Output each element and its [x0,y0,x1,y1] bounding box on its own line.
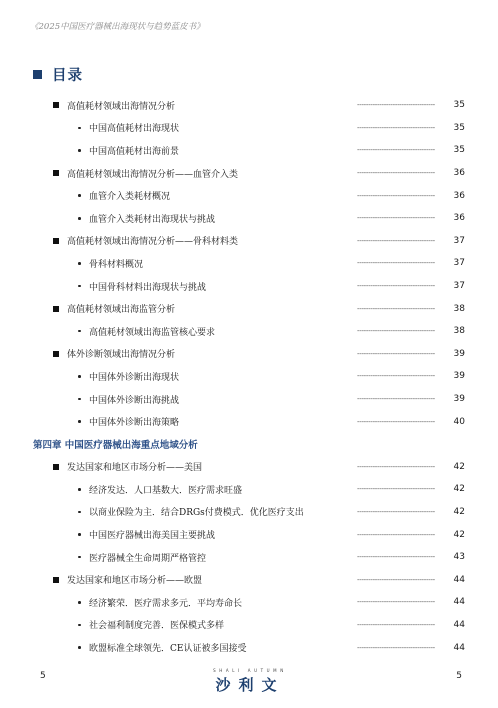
toc-page-number: 36 [453,168,465,179]
toc-entry-row[interactable] [0,568,498,591]
toc-entry-row[interactable] [0,410,498,433]
dot-bullet-icon [78,420,81,423]
dot-bullet-icon [78,556,81,559]
dot-bullet-icon [78,330,81,333]
dot-bullet-icon [78,149,81,152]
toc-entry-row[interactable] [0,636,498,659]
toc-leader: ----------------------------------- [357,620,435,629]
dot-bullet-icon [78,646,81,649]
dot-bullet-icon [78,624,81,627]
dot-bullet-icon [78,194,81,197]
toc-page-number: 35 [453,100,465,111]
page-number-left: 5 [40,671,46,681]
toc-leader: ----------------------------------- [357,372,435,381]
toc-entry-row[interactable] [0,139,498,162]
toc-entry-label: 中国骨科材料出海现状与挑战 [89,282,207,293]
toc-entry-row[interactable] [0,207,498,230]
toc-entry-label: 骨科材料概况 [89,259,144,270]
toc-page-number: 35 [453,145,465,156]
sullivan-logo [190,668,310,695]
toc-leader: ----------------------------------- [357,214,435,223]
toc-entry-label: 高值耗材领域出海情况分析——骨科材料类 [67,237,239,248]
toc-leader: ----------------------------------- [357,282,435,291]
toc-page-number: 42 [453,461,465,472]
toc-entry-label: 经济发达．人口基数大．医疗需求旺盛 [89,485,243,496]
table-of-contents [0,94,498,659]
toc-page-number: 37 [453,258,465,269]
toc-leader: ----------------------------------- [357,462,435,471]
toc-entry-row[interactable] [0,230,498,253]
square-bullet-icon [53,464,59,470]
toc-entry-row[interactable] [0,117,498,140]
toc-page-number: 36 [453,213,465,224]
toc-page-number: 35 [453,122,465,133]
toc-entry-row[interactable] [0,614,498,637]
toc-page-number: 44 [453,597,465,608]
toc-leader: ----------------------------------- [357,575,435,584]
toc-entry-label: 经济繁荣．医疗需求多元．平均寿命长 [89,598,243,609]
toc-entry-label: 中国体外诊断出海策略 [89,418,180,429]
toc-entry-label: 医疗器械全生命周期严格管控 [89,553,207,564]
toc-entry-label: 中国高值耗材出海现状 [89,124,180,135]
toc-page-number: 39 [453,371,465,382]
toc-entry-label: 发达国家和地区市场分析——欧盟 [67,576,203,587]
toc-entry-row[interactable] [0,478,498,501]
logo-english: SHALI AUTUMN [213,668,287,673]
toc-entry-row[interactable] [0,275,498,298]
toc-entry-label: 高值耗材领域出海情况分析 [67,101,176,112]
square-bullet-icon [53,238,59,244]
toc-leader: ----------------------------------- [357,259,435,268]
toc-page-number: 38 [453,303,465,314]
toc-entry-label: 中国医疗器械出海美国主要挑战 [89,531,216,542]
toc-entry-row[interactable] [0,388,498,411]
logo-chinese: 沙利文 [215,676,285,694]
toc-entry-label: 欧盟标准全球领先．CE认证被多国接受 [89,644,247,655]
dot-bullet-icon [78,375,81,378]
square-bullet-icon [53,170,59,176]
dot-bullet-icon [78,533,81,536]
toc-page-number: 37 [453,235,465,246]
toc-leader: ----------------------------------- [357,507,435,516]
toc-entry-row[interactable] [0,320,498,343]
toc-entry-label: 发达国家和地区市场分析——美国 [67,463,203,474]
toc-page-number: 44 [453,619,465,630]
toc-leader: ----------------------------------- [357,598,435,607]
square-bullet-icon [53,306,59,312]
toc-leader: ----------------------------------- [357,304,435,313]
toc-leader: ----------------------------------- [357,236,435,245]
toc-entry-label: 血管介入类耗材概况 [89,192,171,203]
square-bullet-icon [53,102,59,108]
toc-entry-label: 社会福利制度完善．医保模式多样 [89,621,225,632]
dot-bullet-icon [78,285,81,288]
toc-chapter-row[interactable] [0,433,498,456]
toc-entry-label: 高值耗材领域出海监管核心要求 [89,327,216,338]
dot-bullet-icon [78,217,81,220]
toc-page-number: 37 [453,281,465,292]
toc-leader: ----------------------------------- [357,530,435,539]
square-bullet-icon [53,577,59,583]
toc-entry-row[interactable] [0,365,498,388]
toc-leader: ----------------------------------- [357,417,435,426]
toc-leader: ----------------------------------- [357,123,435,132]
dot-bullet-icon [78,262,81,265]
toc-heading-text: 目录 [52,68,83,84]
toc-entry-row[interactable] [0,94,498,117]
toc-entry-row[interactable] [0,456,498,479]
dot-bullet-icon [78,601,81,604]
running-header: 《2025中国医疗器械出海现状与趋势蓝皮书》 [30,22,205,32]
toc-leader: ----------------------------------- [357,349,435,358]
toc-page-number: 44 [453,642,465,653]
heading-square-icon [33,70,42,79]
toc-page-number: 39 [453,394,465,405]
toc-leader: ----------------------------------- [357,395,435,404]
toc-leader: ----------------------------------- [357,191,435,200]
dot-bullet-icon [78,511,81,514]
toc-leader: ----------------------------------- [357,485,435,494]
toc-entry-label: 中国体外诊断出海挑战 [89,395,180,406]
dot-bullet-icon [78,488,81,491]
toc-page-number: 43 [453,552,465,563]
toc-leader: ----------------------------------- [357,643,435,652]
toc-heading [33,64,83,85]
toc-entry-row[interactable] [0,162,498,185]
toc-page-number: 36 [453,190,465,201]
toc-entry-label: 血管介入类耗材出海现状与挑战 [89,214,216,225]
toc-leader: ----------------------------------- [357,553,435,562]
toc-entry-row[interactable] [0,184,498,207]
toc-leader: ----------------------------------- [357,101,435,110]
toc-page-number: 39 [453,348,465,359]
toc-entry-label: 中国体外诊断出海现状 [89,372,180,383]
dot-bullet-icon [78,127,81,130]
toc-entry-label: 高值耗材领域出海情况分析——血管介入类 [67,169,239,180]
toc-page-number: 44 [453,574,465,585]
dot-bullet-icon [78,398,81,401]
toc-entry-label: 体外诊断领域出海情况分析 [67,350,176,361]
toc-leader: ----------------------------------- [357,169,435,178]
toc-entry-row[interactable] [0,343,498,366]
toc-entry-label: 第四章 中国医疗器械出海重点地域分析 [33,440,198,452]
toc-entry-row[interactable] [0,546,498,569]
toc-page-number: 42 [453,484,465,495]
toc-leader: ----------------------------------- [357,327,435,336]
toc-entry-label: 以商业保险为主．结合DRGs付费模式．优化医疗支出 [89,508,304,519]
toc-entry-row[interactable] [0,591,498,614]
toc-entry-row[interactable] [0,501,498,524]
toc-page-number: 42 [453,529,465,540]
toc-page-number: 38 [453,326,465,337]
toc-entry-label: 中国高值耗材出海前景 [89,146,180,157]
toc-entry-row[interactable] [0,523,498,546]
toc-leader: ----------------------------------- [357,146,435,155]
toc-entry-row[interactable] [0,252,498,275]
toc-page-number: 40 [453,416,465,427]
page-number-right: 5 [456,671,462,681]
toc-entry-row[interactable] [0,297,498,320]
toc-entry-label: 高值耗材领域出海监管分析 [67,305,176,316]
square-bullet-icon [53,351,59,357]
toc-page-number: 42 [453,506,465,517]
